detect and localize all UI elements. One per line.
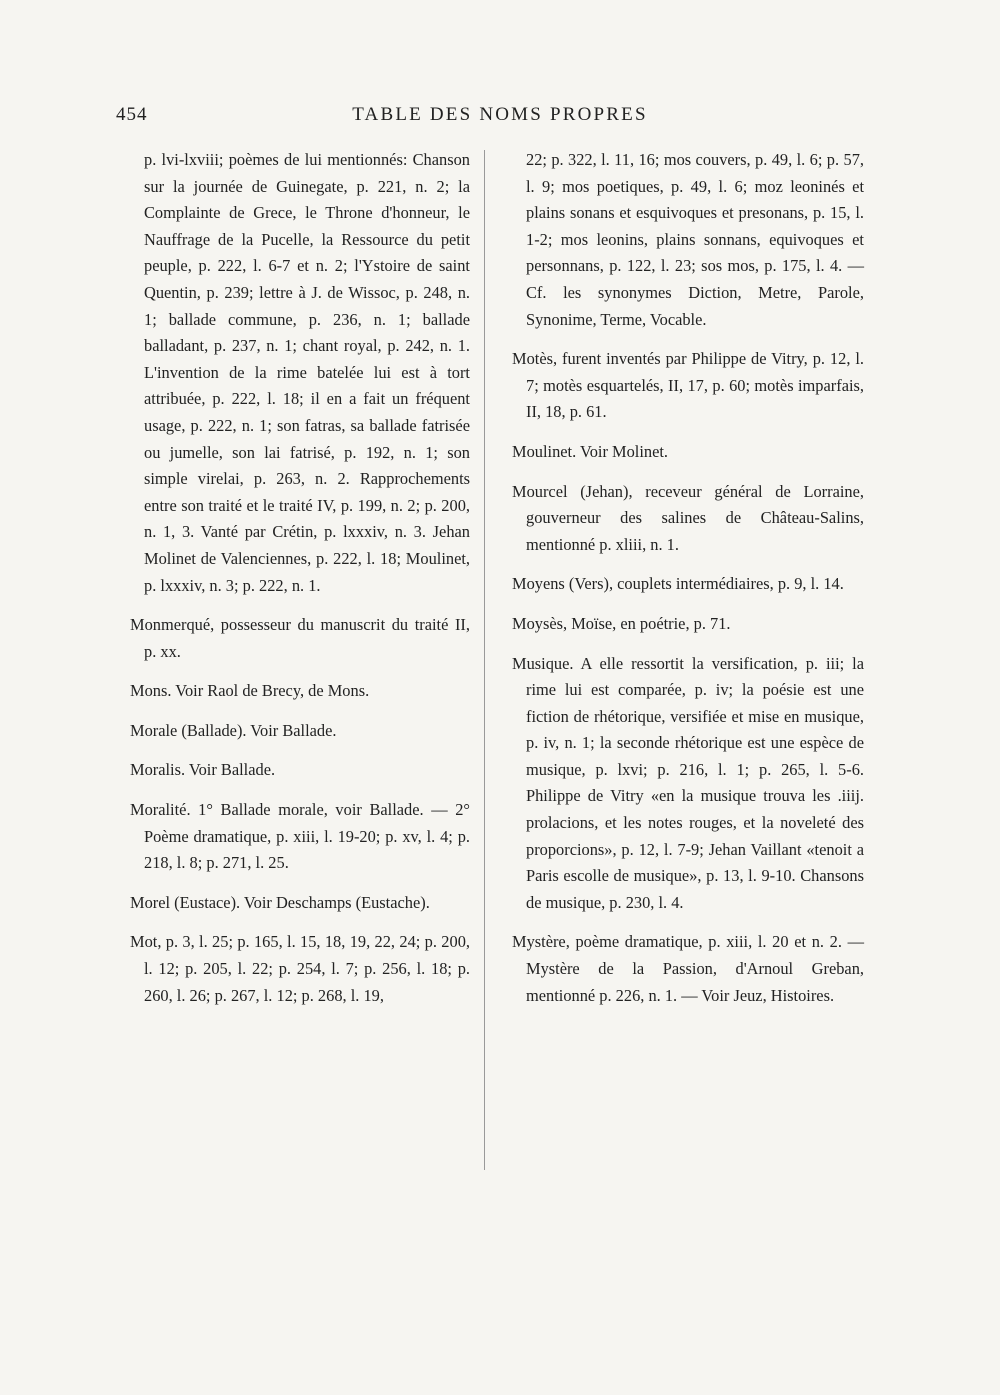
- column-rule: [484, 150, 485, 1170]
- index-entry-musique: Musique. A elle ressortit la versification, p. iii; la rime lui est comparée, p. iv; la poésie est une fiction de rhétorique, versifiée et mise en musique, p. iv, n. 1; la seconde rhétorique est une espèce de musique, p. lxvi; p. 216, l. 1; p. 265, l. 5-6. Philippe de Vitry «en la musique trouva les .iiij. prolacions, et les notes rouges, et la noveleté des proporcions», p. 12, l. 7-9; Jehan Vaillant «tenoit a Paris escolle de musique», p. 13, l. 9-10. Chansons de musique, p. 230, l. 4.: [512, 653, 864, 912]
- index-entry-moralis: Moralis. Voir Ballade.: [130, 760, 276, 780]
- right-column: [512, 147, 864, 1022]
- index-entry-mot-continued: 22; p. 322, l. 11, 16; mos couvers, p. 49, l. 6; p. 57, l. 9; mos poetiques, p. 49, l. 6; moz leoninés et plains sonans et esquivoques et presonans, p. 15, l. 1-2; mos leonins, plains sonnans, equivoques et personnans, p. 122, l. 23; sos mos, p. 175, l. 4. — Cf. les synonymes Diction, Metre, Parole, Synonime, Terme, Vocable.: [526, 150, 864, 329]
- index-entry-mons: Mons. Voir Raol de Brecy, de Mons.: [130, 681, 370, 701]
- page-number: 454: [116, 104, 148, 125]
- index-entry-molinet-continued: p. lvi-lxviii; poèmes de lui mentionnés: Chanson sur la journée de Guinegate, p. 221, n. 2; la Complainte de Grece, le Throne d'honneur, le Nauffrage de la Pucelle, la Ressource du petit peuple, p. 222, l. 6-7 et n. 2; l'Ystoire de saint Quentin, p. 239; lettre à J. de Wissoc, p. 248, n. 1; ballade commune, p. 236, n. 1; ballade balladant, p. 237, n. 1; chant royal, p. 242, n. 1. L'invention de la rime batelée lui est à tort attribuée, p. 222, l. 18; il en a fait un fréquent usage, p. 222, n. 1; son fatras, sa ballade fatrisée ou jumelle, son lai fatrisé, p. 192, n. 1; son simple virelai, p. 263, n. 2. Rapprochements entre son traité et le traité IV, p. 199, n. 2; p. 200, n. 1, 3. Vanté par Crétin, p. lxxxiv, n. 3. Jehan Molinet de Valenciennes, p. 222, l. 18; Moulinet, p. lxxxiv, n. 3; p. 222, n. 1.: [144, 150, 470, 595]
- index-entry-morale: Morale (Ballade). Voir Ballade.: [130, 720, 337, 740]
- running-head: TABLE DES NOMS PROPRES: [352, 104, 648, 125]
- index-entry-moyens: Moyens (Vers), couplets intermédiaires, p. 9, l. 14.: [512, 574, 844, 594]
- index-entry-morel: Morel (Eustace). Voir Deschamps (Eustache).: [130, 892, 430, 912]
- index-entry-mot: Mot, p. 3, l. 25; p. 165, l. 15, 18, 19, 22, 24; p. 200, l. 12; p. 205, l. 22; p. 254, l. 7; p. 256, l. 18; p. 260, l. 26; p. 267, l. 12; p. 268, l. 19,: [130, 932, 470, 1005]
- left-column: [130, 147, 470, 1022]
- index-entry-moralite: Moralité. 1° Ballade morale, voir Ballade. — 2° Poème dramatique, p. xiii, l. 19-20; p. xv, l. 4; p. 218, l. 8; p. 271, l. 25.: [130, 800, 470, 873]
- index-entry-mourcel: Mourcel (Jehan), receveur général de Lorraine, gouverneur des salines de Château-Salins, mentionné p. xliii, n. 1.: [512, 481, 864, 554]
- index-entry-moulinet: Moulinet. Voir Molinet.: [512, 441, 669, 461]
- index-entry-mystere: Mystère, poème dramatique, p. xiii, l. 20 et n. 2. — Mystère de la Passion, d'Arnoul Greban, mentionné p. 226, n. 1. — Voir Jeuz, Histoires.: [512, 932, 864, 1005]
- index-entry-moyses: Moysès, Moïse, en poétrie, p. 71.: [512, 613, 731, 633]
- index-entry-motes: Motès, furent inventés par Philippe de Vitry, p. 12, l. 7; motès esquartelés, II, 17, p. 60; motès imparfais, II, 18, p. 61.: [512, 349, 864, 422]
- index-entry-monmerque: Monmerqué, possesseur du manuscrit du traité II, p. xx.: [130, 615, 470, 661]
